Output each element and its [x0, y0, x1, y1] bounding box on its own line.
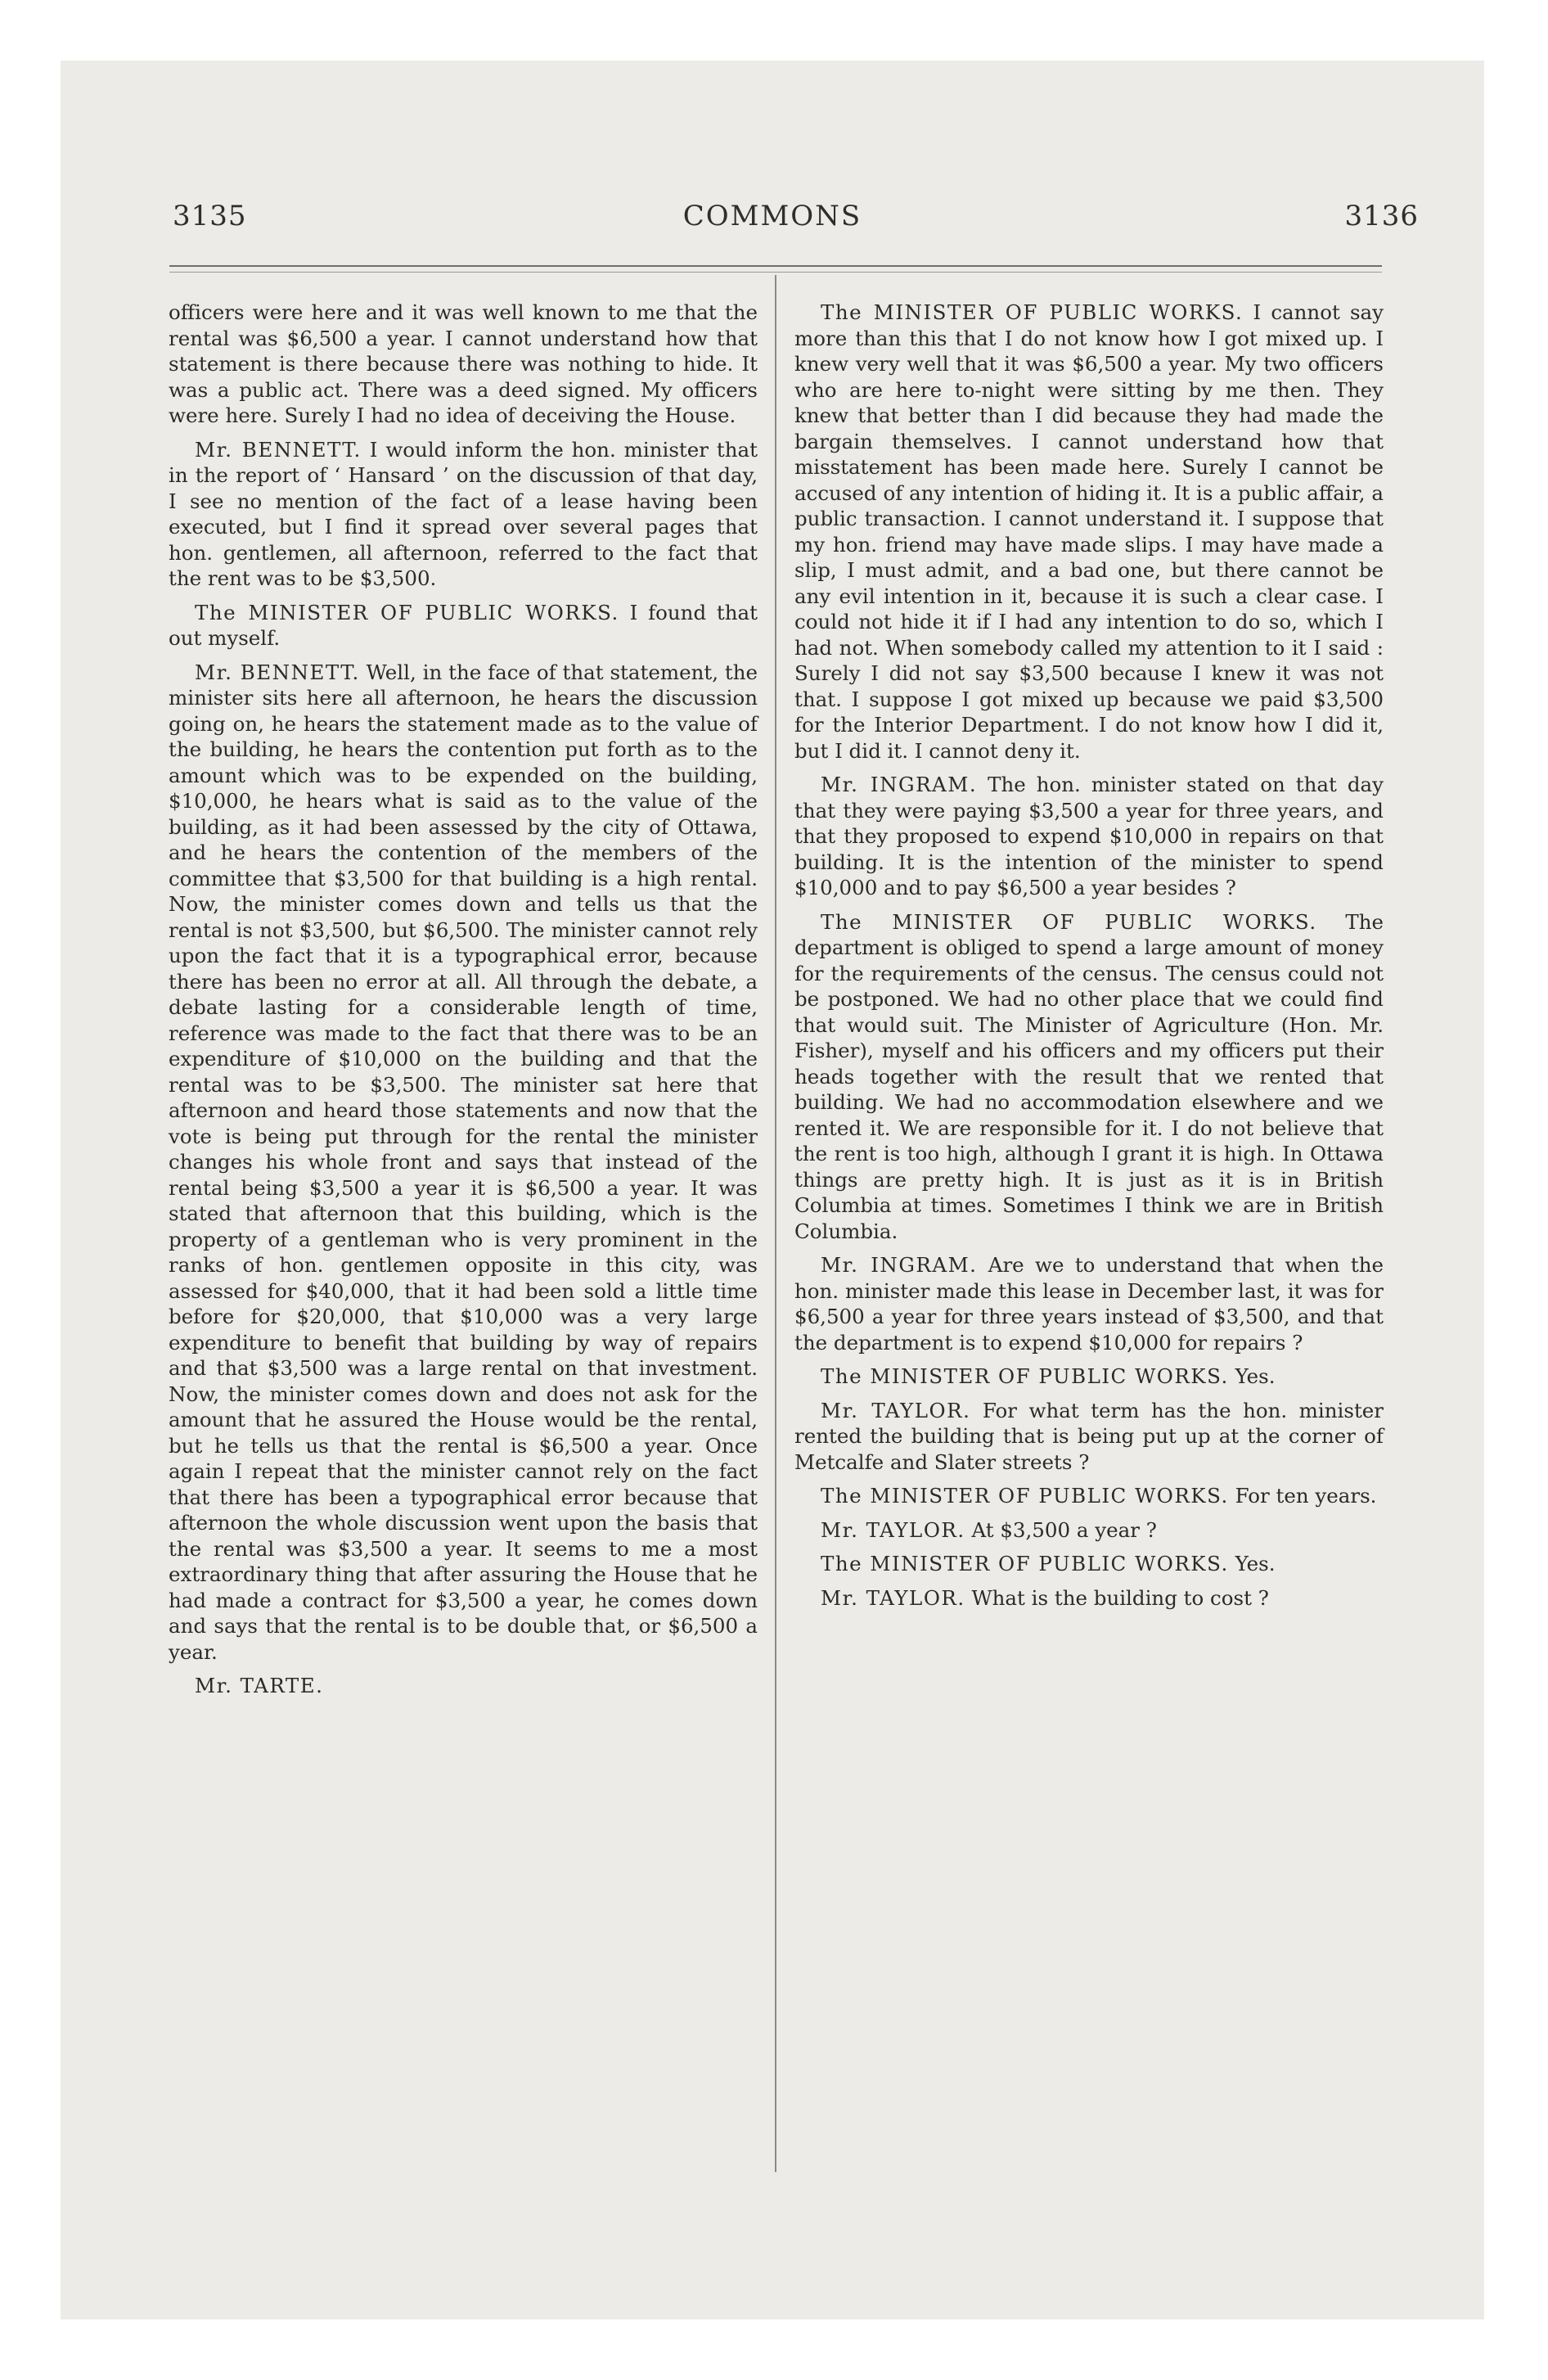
paragraph-text: I cannot say more than this that I do not know how I got mixed up. I knew very well that it was $6,500 a year. My two officers who are here to-night were sitting by me then. They knew that better than I did because they had made the bargain themselves. I cannot understand how that misstatement has been made here. Surely I cannot be accused of any intention of hiding it. It is a public affair, a public transaction. I cannot understand it. I suppose that my hon. friend may have made slips. I may have made a slip, I must admit, and a bad one, but there cannot be any evil intention in it, because it is such a clear case. I could not hide it if I had any intention to do so, which I had not. When somebody called my attention to it I said : Surely I did not say $3,500 because I knew it was not that. I suppose I got mixed up because we paid $3,500 for the Interior Department. I do not know how I did it, but I did it. I cannot deny it. — [794, 300, 1384, 763]
paragraph — [794, 1398, 1384, 1476]
paragraph-text: For ten years. — [1235, 1484, 1377, 1508]
paragraph — [169, 437, 758, 592]
paragraph — [169, 600, 758, 651]
speaker-name: Mr. TAYLOR. — [821, 1398, 971, 1422]
speaker-name: The MINISTER OF PUBLIC WORKS. — [195, 600, 619, 624]
paragraph-text: I would inform the hon. minister that in the report of ‘ Hansard ’ on the discussion of that day, I see no mention of the fact of a lease having been executed, but I find it spread over several pages that hon. gentlemen, all afternoon, referred to the fact that the rent was to be $3,500. — [169, 437, 758, 590]
left-column — [169, 300, 758, 1707]
speaker-name: Mr. TARTE. — [195, 1674, 324, 1697]
paragraph — [169, 1673, 758, 1699]
paragraph — [794, 1364, 1384, 1390]
paragraph-text: What is the building to cost ? — [971, 1585, 1269, 1610]
speaker-name: The MINISTER OF PUBLIC WORKS. — [821, 1552, 1229, 1575]
paragraph — [794, 909, 1384, 1245]
paragraph-text: officers were here and it was well known to me that the rental was $6,500 a year. I cannot understand how that statement is there because there was nothing to hide. It was a public act. There was a deed signed. My officers were here. Surely I had no idea of deceiving the House. — [169, 300, 758, 427]
paragraph — [794, 1483, 1384, 1509]
paragraph — [794, 1551, 1384, 1577]
paragraph-text: Yes. — [1235, 1364, 1276, 1388]
speaker-name: Mr. BENNETT. — [195, 660, 360, 684]
column-divider — [775, 275, 776, 2172]
paragraph — [169, 300, 758, 429]
speaker-name: Mr. TAYLOR. — [821, 1517, 965, 1542]
paragraph-text: The hon. minister stated on that day that they were paying $3,500 a year for three years, and that they proposed to expend $10,000 in repairs on that building. It is the intention of the minister to spend $10,000 and to pay $6,500 a year besides ? — [794, 773, 1384, 899]
paragraph-text: Are we to understand that when the hon. minister made this lease in December last, it was for $6,500 a year for three years instead of $3,500, and that the department is to expend $10,000 for repairs ? — [794, 1253, 1384, 1355]
scanned-page — [61, 61, 1484, 2319]
speaker-name: The MINISTER OF PUBLIC WORKS. — [821, 909, 1317, 934]
paragraph-text: For what term has the hon. minister rented the building that is being put up at the corner of Metcalfe and Slater streets ? — [794, 1398, 1384, 1474]
speaker-name: The MINISTER OF PUBLIC WORKS. — [821, 1364, 1229, 1388]
page-number-right: 3136 — [1344, 200, 1419, 232]
paragraph — [794, 1252, 1384, 1355]
speaker-name: Mr. BENNETT. — [195, 437, 362, 462]
page-header — [61, 200, 1484, 249]
speaker-name: The MINISTER OF PUBLIC WORKS. — [821, 1484, 1229, 1508]
speaker-name: The MINISTER OF PUBLIC WORKS. — [821, 300, 1244, 324]
paragraph-text: Yes. — [1235, 1552, 1276, 1575]
paragraph — [794, 1585, 1384, 1611]
paragraph-text: At $3,500 a year ? — [971, 1517, 1157, 1542]
speaker-name: Mr. INGRAM. — [821, 773, 978, 796]
header-rule-thin — [169, 272, 1382, 273]
paragraph — [794, 300, 1384, 764]
speaker-name: Mr. TAYLOR. — [821, 1585, 965, 1610]
paragraph-text: Well, in the face of that statement, the minister sits here all afternoon, he hears the discussion going on, he hears the statement made as to the value of the building, he hears the contention put forth as to the amount which was to be expended on the building, $10,000, he hears what is said as to the value of the building, as it had been assessed by the city of Ottawa, and he hears the contention of the members of the committee that $3,500 for that building is a high rental. Now, the minister comes down and tells us that the rental is not $3,500, but $6,500. The minister cannot rely upon the fact that it is a typographical error, because there has been no error at all. All through the debate, a debate lasting for a considerable length of time, reference was made to the fact that there was to be an expenditure of $10,000 on the building and that the rental was to be $3,500. The minister sat here that afternoon and heard those statements and now that the vote is being put through for the rental the minister changes his whole front and says that instead of the rental being $3,500 a year it is $6,500 a year. It was stated that afternoon that this building, which is the property of a gentleman who is very prominent in the ranks of hon. gentlemen opposite in this city, was assessed for $40,000, that it had been sold a little time before for $20,000, that $10,000 was a very large expenditure to benefit that building by way of repairs and that $3,500 was a large rental on that investment. Now, the minister comes down and does not ask for the amount that he assured the House would be the rental, but he tells us that the rental is $6,500 a year. Once again I repeat that the minister cannot rely on the fact that there has been a typographical error because that afternoon the whole discussion went upon the basis that the rental was $3,500 a year. It seems to me a most extraordinary thing that after assuring the House that he had made a contract for $3,500 a year, he comes down and says that the rental is to be double that, or $6,500 a year. — [169, 660, 758, 1664]
right-column — [794, 300, 1384, 1619]
paragraph — [169, 660, 758, 1666]
page-title: COMMONS — [682, 200, 862, 232]
header-rule — [169, 265, 1382, 267]
paragraph-text: The department is obliged to spend a large amount of money for the requirements of the census. The census could not be postponed. We had no other place that we could find that would suit. The Minister of Agriculture (Hon. Mr. Fisher), myself and his officers and my officers put their heads together with the result that we rented that building. We had no accommodation elsewhere and we rented it. We are responsible for it. I do not believe that the rent is too high, although I grant it is high. In Ottawa things are pretty high. It is just as it is in British Columbia at times. Sometimes I think we are in British Columbia. — [794, 909, 1384, 1243]
page-number-left: 3135 — [173, 200, 247, 232]
speaker-name: Mr. INGRAM. — [821, 1253, 978, 1277]
paragraph — [794, 772, 1384, 901]
paragraph — [794, 1517, 1384, 1544]
paragraph-text: I found that out myself. — [169, 600, 758, 650]
